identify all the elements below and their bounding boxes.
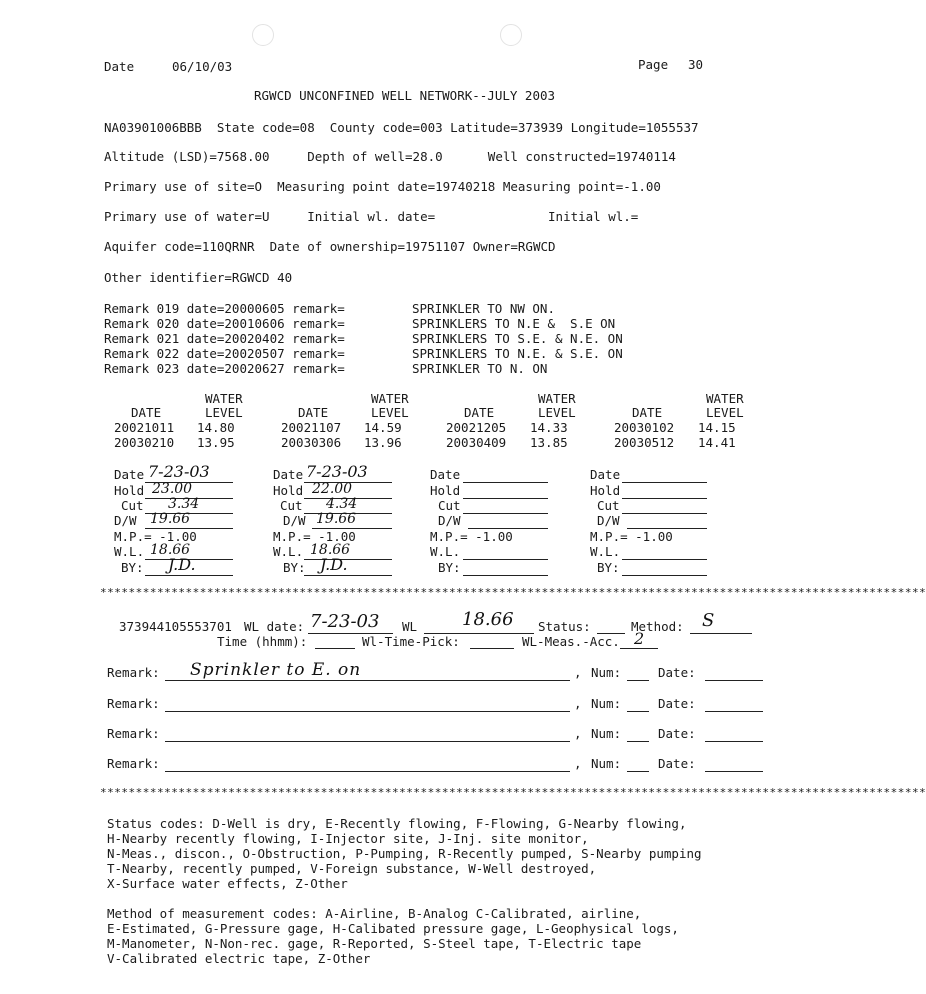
field-hold-value[interactable]: 23.00: [152, 481, 193, 497]
field-cut-value[interactable]: 4.34: [326, 496, 358, 512]
site-id: 373944105553701: [119, 619, 232, 634]
site-info-line: Primary use of site=O Measuring point date=19740218 Measuring point=-1.00: [104, 179, 661, 194]
field-date-value[interactable]: 7-23-03: [148, 462, 210, 481]
method-value[interactable]: S: [702, 610, 715, 631]
remark-history-label: Remark 021 date=20020402 remark=: [104, 331, 345, 346]
field-by-line: [304, 575, 392, 576]
remark-num-label: Num:: [591, 696, 622, 711]
wl-date: 20021107: [281, 420, 342, 435]
status-codes-line: T-Nearby, recently pumped, V-Foreign substance, W-Well destroyed,: [107, 861, 597, 876]
header-water: WATER: [538, 391, 576, 406]
remark-date-line: [705, 741, 763, 742]
field-cut-label: Cut: [121, 498, 144, 513]
site-info-line: Altitude (LSD)=7568.00 Depth of well=28.0 Well constructed=19740114: [104, 149, 676, 164]
remark-num-label: Num:: [591, 756, 622, 771]
field-mp: M.P.= -1.00: [114, 529, 197, 544]
remark-date-line: [705, 771, 763, 772]
remark-num-label: ,: [574, 665, 590, 680]
field-hold-value[interactable]: 22.00: [312, 481, 353, 497]
wl-meas-acc-value[interactable]: 2: [634, 629, 645, 648]
field-wl-line: [622, 559, 707, 560]
field-wl-label: W.L.: [114, 544, 145, 559]
remark-date-label: Date:: [658, 756, 696, 771]
remark-entry-label: Remark:: [107, 756, 160, 771]
wl-level: 13.96: [364, 435, 402, 450]
method-codes-line: E-Estimated, G-Pressure gage, H-Calibated pressure gage, L-Geophysical logs,: [107, 921, 679, 936]
header-level: LEVEL: [538, 405, 576, 420]
header-level: LEVEL: [371, 405, 409, 420]
punch-hole-mark: [252, 24, 274, 46]
header-date: DATE: [298, 405, 329, 420]
field-dw-label: D/W: [114, 513, 137, 528]
header-date: DATE: [464, 405, 495, 420]
wl-value[interactable]: 18.66: [462, 609, 514, 630]
remark-num-label: Num:: [591, 726, 622, 741]
remark-history-label: Remark 022 date=20020507 remark=: [104, 346, 345, 361]
method-codes-line: V-Calibrated electric tape, Z-Other: [107, 951, 371, 966]
field-cut-line: [463, 513, 548, 514]
wl-level: 13.85: [530, 435, 568, 450]
field-wl-line: [463, 559, 548, 560]
remark-date-line: [705, 711, 763, 712]
time-label: Time (hhmm):: [217, 634, 308, 649]
wl-date: 20030306: [281, 435, 342, 450]
site-info-line: Primary use of water=U Initial wl. date= Initial wl.=: [104, 209, 639, 224]
wl-time-pick-label: Wl-Time-Pick:: [362, 634, 460, 649]
wl-level: 14.59: [364, 420, 402, 435]
wl-date: 20030512: [614, 435, 675, 450]
field-wl-value[interactable]: 18.66: [150, 542, 191, 558]
header-date: DATE: [131, 405, 162, 420]
star-separator: ********************************************************************************************************************: [100, 786, 926, 799]
field-dw-value[interactable]: 19.66: [150, 511, 191, 527]
field-date-label: Date: [273, 467, 304, 482]
remark-num-label: ,: [574, 756, 590, 771]
header-date: DATE: [632, 405, 663, 420]
field-wl-label: W.L.: [273, 544, 304, 559]
remark-entry-line: [165, 680, 570, 681]
wl-date: 20030210: [114, 435, 175, 450]
field-by-line: [145, 575, 233, 576]
remark-entry-line: [165, 711, 570, 712]
header-level: LEVEL: [706, 405, 744, 420]
remark-history-text: SPRINKLERS TO N.E. & S.E. ON: [412, 346, 623, 361]
method-line: [690, 633, 752, 634]
page-title: RGWCD UNCONFINED WELL NETWORK--JULY 2003: [254, 88, 556, 103]
wl-level: 14.33: [530, 420, 568, 435]
field-cut-label: Cut: [597, 498, 620, 513]
method-codes-line: M-Manometer, N-Non-rec. gage, R-Reported, S-Steel tape, T-Electric tape: [107, 936, 642, 951]
remark-num-label: ,: [574, 696, 590, 711]
remark-history-text: SPRINKLERS TO N.E & S.E ON: [412, 316, 616, 331]
star-separator: ********************************************************************************************************************: [100, 586, 926, 599]
remark-history-text: SPRINKLER TO NW ON.: [412, 301, 555, 316]
field-hold-label: Hold: [430, 483, 461, 498]
wl-meas-acc-line: [620, 648, 658, 649]
field-wl-value[interactable]: 18.66: [310, 542, 351, 558]
report-date: 06/10/03: [172, 59, 233, 74]
remark-num-label: ,: [574, 726, 590, 741]
field-date-line: [622, 482, 707, 483]
wl-date: 20021011: [114, 420, 175, 435]
method-label: Method:: [631, 619, 684, 634]
field-by-line: [463, 575, 548, 576]
field-mp: M.P.= -1.00: [273, 529, 356, 544]
method-codes-line: Method of measurement codes: A-Airline, B-Analog C-Calibrated, airline,: [107, 906, 642, 921]
wl-level: 14.41: [698, 435, 736, 450]
wl-level: 13.95: [197, 435, 235, 450]
field-dw-label: D/W: [438, 513, 461, 528]
field-mp: M.P.= -1.00: [430, 529, 513, 544]
remark-history-label: Remark 019 date=20000605 remark=: [104, 301, 345, 316]
date-label: Date: [104, 59, 135, 74]
field-hold-label: Hold: [273, 483, 304, 498]
remark-num-line: [627, 680, 649, 681]
wl-time-pick-line: [470, 648, 514, 649]
punch-hole-mark: [500, 24, 522, 46]
remark-num-line: [627, 771, 649, 772]
field-hold-label: Hold: [114, 483, 145, 498]
header-level: LEVEL: [205, 405, 243, 420]
field-hold-line: [622, 498, 707, 499]
header-water: WATER: [706, 391, 744, 406]
remark-entry-value[interactable]: Sprinkler to E. on: [190, 660, 362, 680]
remark-num-label: Num:: [591, 665, 622, 680]
wl-date: 20030409: [446, 435, 507, 450]
field-by-label: BY:: [438, 560, 461, 575]
status-label: Status:: [538, 619, 591, 634]
field-hold-label: Hold: [590, 483, 621, 498]
field-by-value[interactable]: J.D.: [320, 555, 348, 574]
field-by-label: BY:: [121, 560, 144, 575]
remark-entry-line: [165, 741, 570, 742]
field-by-label: BY:: [597, 560, 620, 575]
status-codes-line: X-Surface water effects, Z-Other: [107, 876, 348, 891]
field-dw-label: D/W: [597, 513, 620, 528]
field-dw-label: D/W: [283, 513, 306, 528]
wl-date-label: WL date:: [244, 619, 305, 634]
field-date-line: [463, 482, 548, 483]
remark-history-label: Remark 023 date=20020627 remark=: [104, 361, 345, 376]
remark-history-label: Remark 020 date=20010606 remark=: [104, 316, 345, 331]
field-by-label: BY:: [283, 560, 306, 575]
wl-label: WL: [402, 619, 418, 634]
remark-date-line: [705, 680, 763, 681]
site-info-line: Aquifer code=110QRNR Date of ownership=19751107 Owner=RGWCD: [104, 239, 556, 254]
field-date-label: Date: [114, 467, 145, 482]
field-date-label: Date: [430, 467, 461, 482]
status-codes-line: H-Nearby recently flowing, I-Injector site, J-Inj. site monitor,: [107, 831, 589, 846]
remark-date-label: Date:: [658, 726, 696, 741]
header-water: WATER: [371, 391, 409, 406]
remark-history-text: SPRINKLER TO N. ON: [412, 361, 548, 376]
status-codes-line: N-Meas., discon., O-Obstruction, P-Pumping, R-Recently pumped, S-Nearby pumping: [107, 846, 702, 861]
field-dw-value[interactable]: 19.66: [316, 511, 357, 527]
status-codes-line: Status codes: D-Well is dry, E-Recently flowing, F-Flowing, G-Nearby flowing,: [107, 816, 687, 831]
field-cut-label: Cut: [280, 498, 303, 513]
remark-entry-label: Remark:: [107, 696, 160, 711]
wl-date-value[interactable]: 7-23-03: [310, 611, 380, 632]
wl-date: 20021205: [446, 420, 507, 435]
time-line: [315, 648, 355, 649]
remark-entry-label: Remark:: [107, 665, 160, 680]
page-number: 30: [688, 57, 704, 72]
field-mp: M.P.= -1.00: [590, 529, 673, 544]
field-cut-line: [622, 513, 707, 514]
remark-num-line: [627, 741, 649, 742]
remark-date-label: Date:: [658, 696, 696, 711]
wl-level: 14.80: [197, 420, 235, 435]
wl-date: 20030102: [614, 420, 675, 435]
remark-entry-label: Remark:: [107, 726, 160, 741]
remark-entry-line: [165, 771, 570, 772]
field-wl-line: [304, 559, 392, 560]
field-by-line: [622, 575, 707, 576]
field-date-value[interactable]: 7-23-03: [306, 462, 368, 481]
field-date-label: Date: [590, 467, 621, 482]
wl-meas-acc-label: WL-Meas.-Acc.: [522, 634, 620, 649]
field-wl-label: W.L.: [590, 544, 621, 559]
wl-level: 14.15: [698, 420, 736, 435]
site-info-line: NA03901006BBB State code=08 County code=003 Latitude=373939 Longitude=1055537: [104, 120, 699, 135]
remark-date-label: Date:: [658, 665, 696, 680]
remark-history-text: SPRINKLERS TO S.E. & N.E. ON: [412, 331, 623, 346]
remark-num-line: [627, 711, 649, 712]
field-wl-label: W.L.: [430, 544, 461, 559]
field-cut-value[interactable]: 3.34: [168, 496, 200, 512]
field-hold-line: [463, 498, 548, 499]
field-by-value[interactable]: J.D.: [168, 555, 196, 574]
field-cut-label: Cut: [438, 498, 461, 513]
site-info-line: Other identifier=RGWCD 40: [104, 270, 293, 285]
page-label: Page: [638, 57, 669, 72]
header-water: WATER: [205, 391, 243, 406]
